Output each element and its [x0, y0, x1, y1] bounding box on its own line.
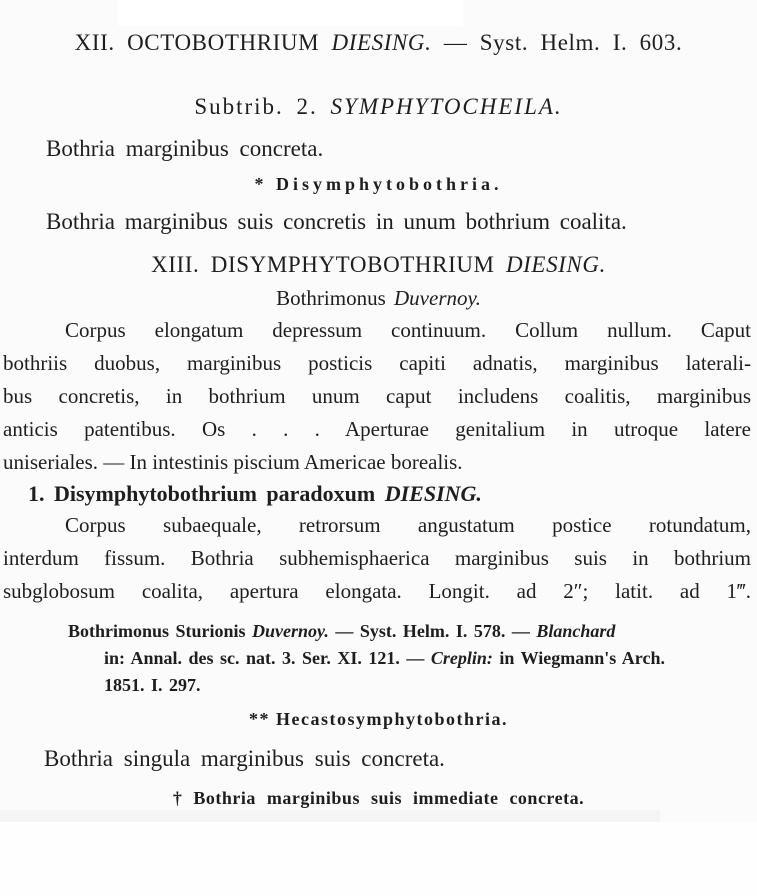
key-line-bothria-suis: Bothria marginibus suis concretis in unum bothrium coalita.: [46, 209, 627, 234]
reference-citation-3: in Wiegmann's Arch.: [492, 648, 665, 668]
species-heading: [0, 479, 757, 509]
genus-description-line-2: bothriis duobus, marginibus posticis capiti adnatis, marginibus laterali-: [3, 351, 751, 375]
genus-heading-xii: [0, 0, 757, 58]
reference-block: [0, 618, 757, 699]
species-description-line-1: Corpus subaequale, retrorsum angustatum postice rotundatum,: [65, 513, 751, 537]
genus-description-line-4: anticis patentibus. Os . . . Aperturae genitalium in utroque latere: [3, 417, 751, 441]
species-description-paragraph: [0, 509, 757, 608]
key-line-bothria-singula: Bothria singula marginibus suis concreta.: [44, 746, 445, 771]
genus-heading-xii-citation: — Syst. Helm. I. 603.: [431, 30, 683, 55]
reference-author-blanchard: Blanchard: [536, 621, 616, 641]
genus-description-line-3: bus concretis, in bothrium unum caput includens coalitis, marginibus: [3, 384, 751, 408]
species-description-line-3: subglobosum coalita, apertura elongata. Longit. ad 2″; latit. ad 1‴.: [3, 579, 751, 603]
reference-line-2: [0, 645, 757, 672]
group-heading-disymphytobothria: * Disymphytobothria.: [254, 174, 503, 194]
genus-heading-xiii-name: XIII. DISYMPHYTOBOTHRIUM: [151, 252, 506, 277]
species-heading-name: 1. Disymphytobothrium paradoxum: [28, 481, 385, 506]
genus-heading-xii-name: XII. OCTOBOTHRIUM: [74, 30, 332, 55]
synonym-name: Bothrimonus: [276, 286, 395, 310]
scan-artifact-band: [0, 810, 660, 822]
synonym-line: [0, 286, 757, 310]
species-heading-author: DIESING.: [384, 481, 482, 506]
genus-heading-xiii-author: DIESING.: [505, 252, 606, 277]
reference-citation-1: — Syst. Helm. I. 578. —: [328, 621, 537, 641]
reference-author-duvernoy: Duvernoy.: [252, 621, 329, 641]
reference-author-creplin: Creplin:: [430, 648, 493, 668]
genus-description-line-5: uniseriales. — In intestinis piscium Americae borealis.: [3, 450, 463, 474]
reference-line-3: 1851. I. 297.: [104, 675, 201, 695]
genus-heading-xiii: [0, 250, 757, 280]
dagger-key-line: † Bothria marginibus suis immediate concreta.: [172, 788, 585, 808]
group-heading-hecastosymphytobothria: ** Hecastosymphytobothria.: [249, 709, 508, 729]
genus-heading-xii-author: DIESING.: [331, 30, 432, 55]
scan-artifact-bottom: [0, 822, 757, 896]
reference-line-1: [0, 618, 757, 645]
subtribe-name: SYMPHYTOCHEILA.: [330, 94, 563, 119]
species-description-line-2: interdum fissum. Bothria subhemisphaerica marginibus suis in bothrium: [3, 546, 751, 570]
reference-species: Bothrimonus Sturionis: [68, 621, 253, 641]
key-line-bothria-concreta: Bothria marginibus concreta.: [46, 136, 324, 161]
genus-description-line-1: Corpus elongatum depressum continuum. Collum nullum. Caput: [65, 318, 751, 342]
genus-description-paragraph: [0, 314, 757, 479]
subtribe-label: Subtrib. 2.: [194, 94, 331, 119]
subtribe-heading: [0, 92, 757, 122]
reference-citation-2: in: Annal. des sc. nat. 3. Ser. XI. 121. —: [104, 648, 431, 668]
synonym-author: Duvernoy.: [394, 286, 481, 310]
